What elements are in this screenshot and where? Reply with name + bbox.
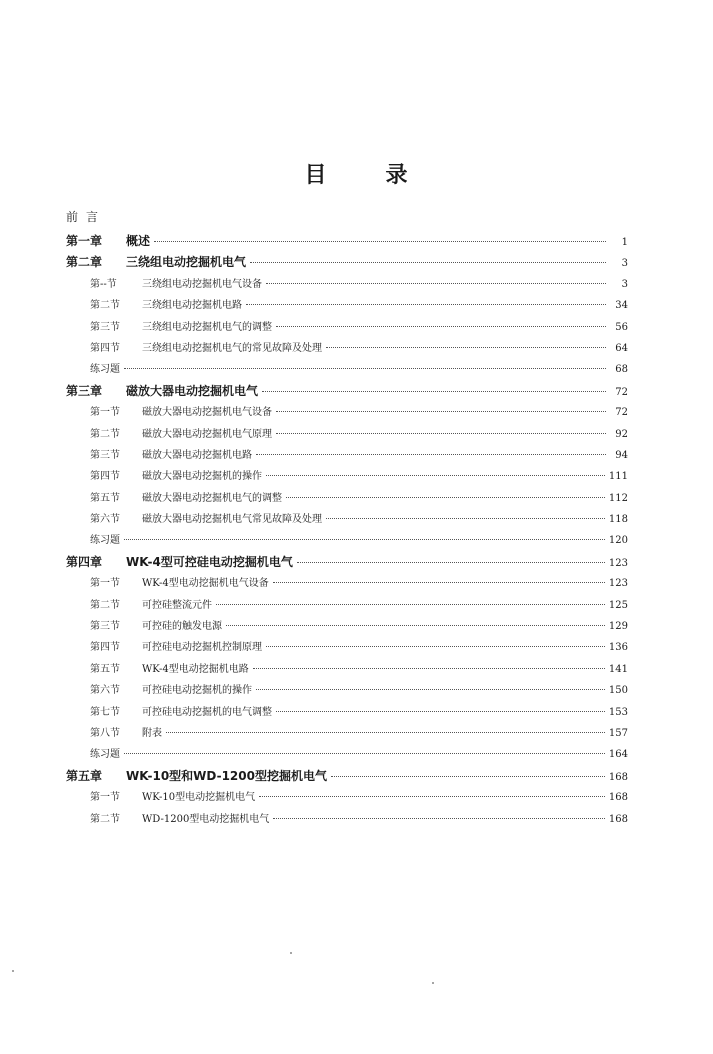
toc-entry-number: 第三节 [90,449,120,461]
toc-entry-number: 第五节 [90,492,120,504]
toc-section-row [66,617,628,638]
toc-section-row [66,788,628,809]
toc-entry-number: 第二节 [90,813,120,825]
dot-leader [273,818,605,819]
toc-page-number: 72 [615,407,628,419]
toc-entry-title: 磁放大器电动挖掘机电气原理 [142,428,272,440]
toc-entry-number: 第三节 [90,621,120,633]
toc-entry-title: WK-4型电动挖掘机电路 [142,663,249,675]
toc-entry-number: 第四节 [90,642,120,654]
toc-section-row [66,296,628,317]
toc-entry-title: 磁放大器电动挖掘机电气设备 [142,407,272,419]
toc-entry-title: 可控硅的触发电源 [142,621,222,633]
toc-entry-number: 第八节 [90,727,120,739]
toc-entry-title: 磁放大器电动挖掘机电路 [142,449,252,461]
dot-leader [253,668,605,669]
toc-entry-title: WK-10型和WD-1200型挖掘机电气 [126,768,327,783]
scan-speck [290,952,292,954]
toc-page-number: 141 [608,663,628,675]
toc-chapter-row [66,767,628,788]
toc-entry-number: 第六节 [90,685,120,697]
toc-section-row [66,403,628,424]
toc-entry-number: 第四节 [90,471,120,483]
toc-entry-title: WK-4型可控硅电动挖掘机电气 [126,554,293,569]
toc-page-number: 125 [608,599,628,611]
toc-entry-number: 第七节 [90,706,120,718]
toc-page-number: 3 [621,258,628,270]
toc-page-number: 111 [608,471,628,483]
dot-leader [276,326,606,327]
toc-page-number: 150 [608,685,628,697]
toc-entry-number: 第三章 [66,383,103,398]
toc-page-number: 56 [615,321,628,333]
toc-section-row [66,339,628,360]
dot-leader [246,304,606,305]
toc-section-row [66,446,628,467]
toc-entry-title: 练习题 [90,364,120,376]
dot-leader [216,604,605,605]
toc-section-row [66,489,628,510]
dot-leader [262,391,606,392]
toc-entry-number: 第--节 [90,278,117,290]
dot-leader [266,475,605,476]
toc-chapter-row [66,253,628,274]
toc-page-number: 92 [615,428,628,440]
toc-entry-title: 三绕组电动挖掘机电气设备 [142,278,262,290]
toc-section-row [66,681,628,702]
toc-entry-title: 附表 [142,727,162,739]
toc-section-row [66,318,628,339]
scan-speck [12,970,14,972]
toc-entry-number: 第五章 [66,768,103,783]
toc-page-number: 168 [608,771,628,783]
scan-speck [432,982,434,984]
toc-exercise-row [66,531,628,552]
title-char-2: 录 [385,163,409,188]
toc-section-row [66,596,628,617]
dot-leader [124,539,605,540]
toc-entry-title: WK-4型电动挖掘机电气设备 [142,578,269,590]
toc-section-row [66,703,628,724]
dot-leader [226,625,605,626]
toc-page-number: 3 [621,278,628,290]
toc-chapter-row [66,382,628,403]
toc-entry-number: 第一节 [90,792,120,804]
dot-leader [124,368,606,369]
toc-chapter-row [66,553,628,574]
toc-entry-number: 第一章 [66,234,103,248]
toc-section-row [66,810,628,831]
toc-page-number: 157 [608,727,628,739]
toc-entry-title: WK-10型电动挖掘机电气 [142,792,256,804]
dot-leader [266,646,605,647]
toc-entry-number: 第三节 [90,321,120,333]
toc-section-row [66,724,628,745]
toc-entry-title: 练习题 [90,749,120,761]
toc-section-row [66,638,628,659]
dot-leader [250,262,606,263]
toc-page-number: 118 [608,514,628,526]
toc-entry-number: 第二节 [90,599,120,611]
toc-page-number: 168 [608,813,628,825]
toc-section-row [66,510,628,531]
dot-leader [273,582,605,583]
toc-entry-title: 可控硅电动挖掘机的电气调整 [142,706,272,718]
title-char-1: 目 [304,163,328,188]
toc-page-number: 153 [608,706,628,718]
toc-entry-title: 磁放大器电动挖掘机的操作 [142,471,262,483]
toc-entry-title: WD-1200型电动挖掘机电气 [142,813,270,825]
toc-entry-title: 三绕组电动挖掘机电气的调整 [142,321,272,333]
dot-leader [276,711,605,712]
table-of-contents [66,232,628,831]
toc-entry-number: 第一节 [90,578,120,590]
toc-exercise-row [66,745,628,766]
toc-chapter-row [66,232,628,253]
toc-page-number: 68 [615,364,628,376]
dot-leader [166,732,605,733]
toc-page-number: 123 [608,557,628,569]
dot-leader [256,689,605,690]
dot-leader [266,283,606,284]
toc-page-number: 120 [608,535,628,547]
toc-page-number: 168 [608,792,628,804]
toc-section-row [66,467,628,488]
toc-section-row [66,275,628,296]
toc-page-number: 64 [615,342,628,354]
toc-exercise-row [66,360,628,381]
dot-leader [297,562,605,563]
toc-entry-number: 第五节 [90,663,120,675]
toc-page-number: 34 [615,300,628,312]
dot-leader [276,433,606,434]
page-title [0,158,713,189]
toc-page-number: 129 [608,621,628,633]
dot-leader [124,753,605,754]
toc-entry-title: 磁放大器电动挖掘机电气的调整 [142,492,282,504]
toc-entry-title: 磁放大器电动挖掘机电气常见故障及处理 [142,514,322,526]
toc-section-row [66,574,628,595]
toc-entry-number: 第四章 [66,554,103,569]
toc-entry-title: 可控硅电动挖掘机控制原理 [142,642,262,654]
toc-entry-title: 三绕组电动挖掘机电气的常见故障及处理 [142,342,322,354]
preface-heading: 前言 [66,210,107,224]
dot-leader [331,776,605,777]
toc-entry-title: 三绕组电动挖掘机电气 [126,255,247,270]
toc-page-number: 123 [608,578,628,590]
toc-entry-title: 可控硅整流元件 [142,599,212,611]
toc-page-number: 94 [615,449,628,461]
toc-entry-number: 第二节 [90,300,120,312]
dot-leader [286,497,605,498]
toc-page-number: 72 [615,386,628,398]
toc-entry-number: 第六节 [90,514,120,526]
toc-page-number: 1 [621,237,628,248]
toc-entry-number: 第一节 [90,407,120,419]
dot-leader [326,518,605,519]
toc-entry-title: 可控硅电动挖掘机的操作 [142,685,252,697]
dot-leader [276,411,606,412]
toc-page-number: 164 [608,749,628,761]
toc-page-number: 112 [608,492,628,504]
toc-section-row [66,660,628,681]
dot-leader [259,796,605,797]
toc-entry-title: 三绕组电动挖掘机电路 [142,300,242,312]
toc-entry-number: 第二节 [90,428,120,440]
toc-entry-title: 概述 [126,234,151,248]
toc-section-row [66,425,628,446]
dot-leader [256,454,606,455]
toc-entry-title: 练习题 [90,535,120,547]
toc-page-number: 136 [608,642,628,654]
toc-entry-title: 磁放大器电动挖掘机电气 [126,383,259,398]
dot-leader [326,347,606,348]
toc-entry-number: 第四节 [90,342,120,354]
dot-leader [154,241,606,242]
toc-entry-number: 第二章 [66,255,103,270]
